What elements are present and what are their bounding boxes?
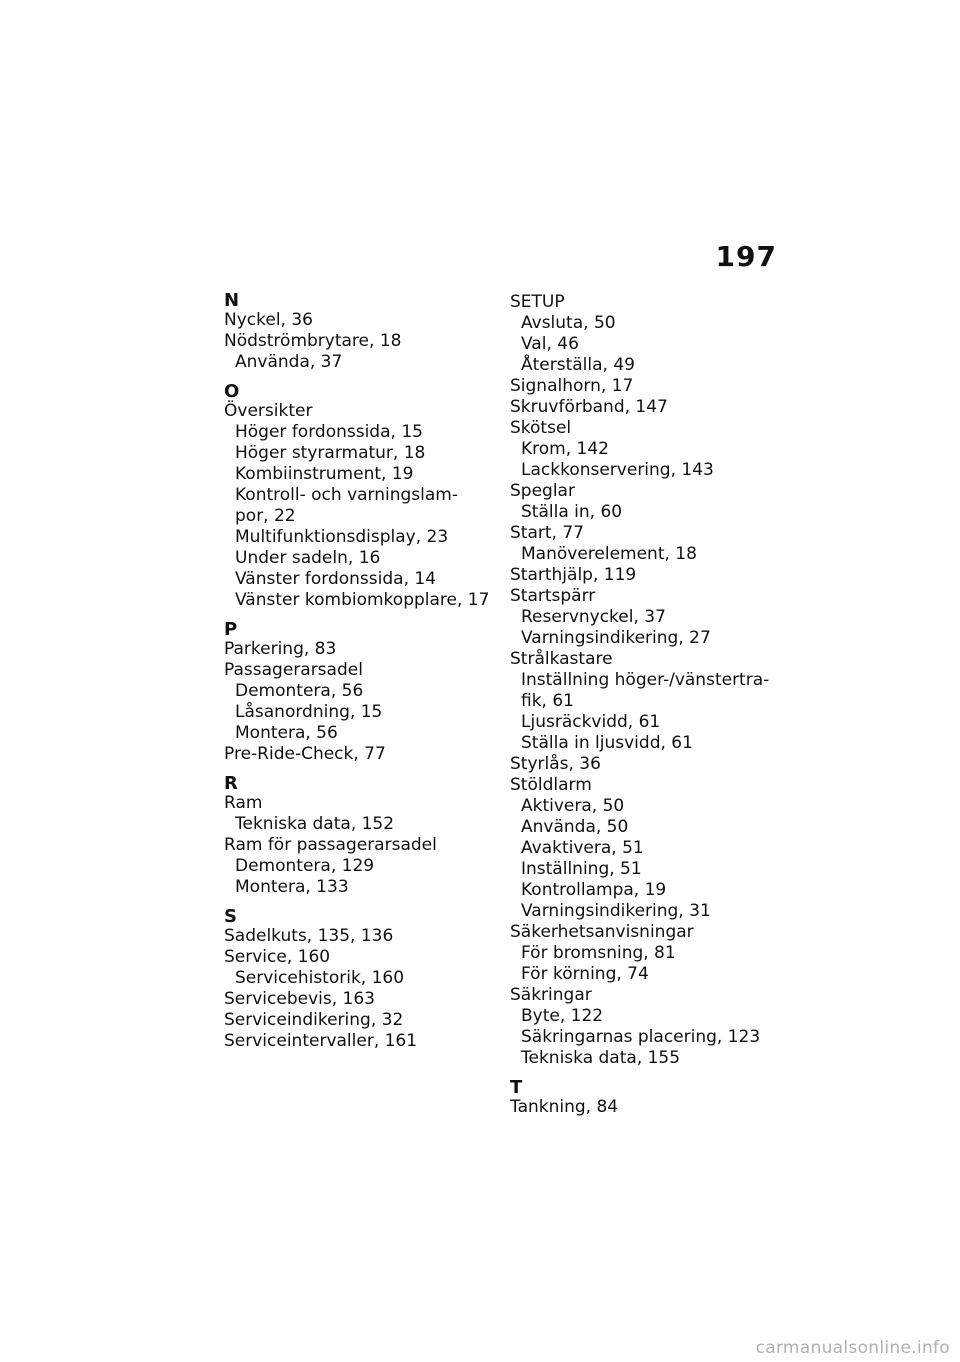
index-subentry: Säkringarnas placering, 123 [521, 1027, 761, 1047]
index-entry: Nödströmbrytare, 18 [224, 331, 402, 351]
index-entry: Signalhorn, 17 [510, 376, 634, 396]
index-subentry: Tekniska data, 152 [235, 814, 395, 834]
watermark-text: carmanualsonline.info [755, 1338, 950, 1358]
section-letter: T [510, 1077, 523, 1098]
index-subentry: Använda, 50 [521, 817, 629, 837]
index-subentry: Lackkonservering, 143 [521, 460, 714, 480]
index-subentry: För körning, 74 [521, 964, 649, 984]
index-entry: Skruvförband, 147 [510, 397, 668, 417]
index-subentry: Höger styrarmatur, 18 [235, 443, 426, 463]
index-subentry: Vänster kombiomkopplare, 17 [235, 590, 490, 610]
index-subentry: Servicehistorik, 160 [235, 968, 405, 988]
index-subentry: Återställa, 49 [521, 355, 635, 375]
index-entry: Starthjälp, 119 [510, 565, 637, 585]
index-subentry: Inställning, 51 [521, 859, 642, 879]
index-entry: Skötsel [510, 418, 572, 438]
index-subentry: Kombiinstrument, 19 [235, 464, 414, 484]
index-subentry: Vänster fordonssida, 14 [235, 569, 437, 589]
index-entry: Servicebevis, 163 [224, 989, 375, 1009]
index-column-right [510, 292, 780, 1128]
index-subentry: Tekniska data, 155 [521, 1048, 681, 1068]
index-subentry: Avsluta, 50 [521, 313, 616, 333]
section-letter: N [224, 290, 240, 311]
index-subentry: Kontroll- och varningslam- [235, 485, 458, 505]
section-letter: S [224, 906, 237, 927]
index-subentry: Byte, 122 [521, 1006, 604, 1026]
index-entry: Strålkastare [510, 649, 613, 669]
index-entry: Speglar [510, 481, 575, 501]
index-section [224, 383, 494, 611]
index-subentry: Aktivera, 50 [521, 796, 625, 816]
index-entry: Pre-Ride-Check, 77 [224, 744, 386, 764]
index-subentry: Använda, 37 [235, 352, 343, 372]
index-subentry: Demontera, 129 [235, 856, 375, 876]
index-subentry: Låsanordning, 15 [235, 702, 383, 722]
index-subentry: Demontera, 56 [235, 681, 364, 701]
index-entry: Ram för passagerarsadel [224, 835, 437, 855]
index-section [224, 621, 494, 765]
index-subentry: Reservnyckel, 37 [521, 607, 666, 627]
section-letter: P [224, 619, 238, 640]
index-subentry: Varningsindikering, 27 [521, 628, 711, 648]
index-entry: Parkering, 83 [224, 639, 337, 659]
index-entry: Styrlås, 36 [510, 754, 601, 774]
section-letter: O [224, 381, 240, 402]
index-subentry: fik, 61 [521, 691, 574, 711]
index-subentry: Ställa in ljusvidd, 61 [521, 733, 693, 753]
index-section [510, 1079, 780, 1118]
section-letter: R [224, 773, 238, 794]
index-subentry: Höger fordonssida, 15 [235, 422, 423, 442]
index-entry: Säkringar [510, 985, 592, 1005]
index-subentry: por, 22 [235, 506, 296, 526]
index-entry: Startspärr [510, 586, 596, 606]
index-subentry: Val, 46 [521, 334, 579, 354]
index-entry: Sadelkuts, 135, 136 [224, 926, 394, 946]
index-entry: Tankning, 84 [510, 1097, 619, 1117]
index-subentry: Montera, 133 [235, 877, 349, 897]
index-subentry: Manöverelement, 18 [521, 544, 697, 564]
page-number: 197 [715, 240, 777, 273]
index-entry: Nyckel, 36 [224, 310, 313, 330]
index-section [224, 292, 494, 373]
index-entry: Serviceindikering, 32 [224, 1010, 404, 1030]
index-section [224, 775, 494, 898]
index-entry: Start, 77 [510, 523, 584, 543]
index-subentry: Under sadeln, 16 [235, 548, 381, 568]
index-subentry: Avaktivera, 51 [521, 838, 644, 858]
index-subentry: Krom, 142 [521, 439, 609, 459]
index-entry: Översikter [224, 401, 313, 421]
index-subentry: Varningsindikering, 31 [521, 901, 711, 921]
index-entry: SETUP [510, 292, 565, 312]
index-section [224, 908, 494, 1052]
index-column-left [224, 292, 494, 1062]
index-subentry: Multifunktionsdisplay, 23 [235, 527, 449, 547]
index-entry: Service, 160 [224, 947, 331, 967]
index-entry: Stöldlarm [510, 775, 592, 795]
index-subentry: Ljusräckvidd, 61 [521, 712, 661, 732]
index-entry: Säkerhetsanvisningar [510, 922, 694, 942]
index-subentry: Montera, 56 [235, 723, 338, 743]
index-entry: Ram [224, 793, 263, 813]
index-subentry: Ställa in, 60 [521, 502, 623, 522]
index-entry: Passagerarsadel [224, 660, 363, 680]
index-subentry: För bromsning, 81 [521, 943, 676, 963]
index-section [510, 292, 780, 1069]
index-subentry: Inställning höger-/vänstertra- [521, 670, 770, 690]
index-subentry: Kontrollampa, 19 [521, 880, 667, 900]
index-entry: Serviceintervaller, 161 [224, 1031, 418, 1051]
